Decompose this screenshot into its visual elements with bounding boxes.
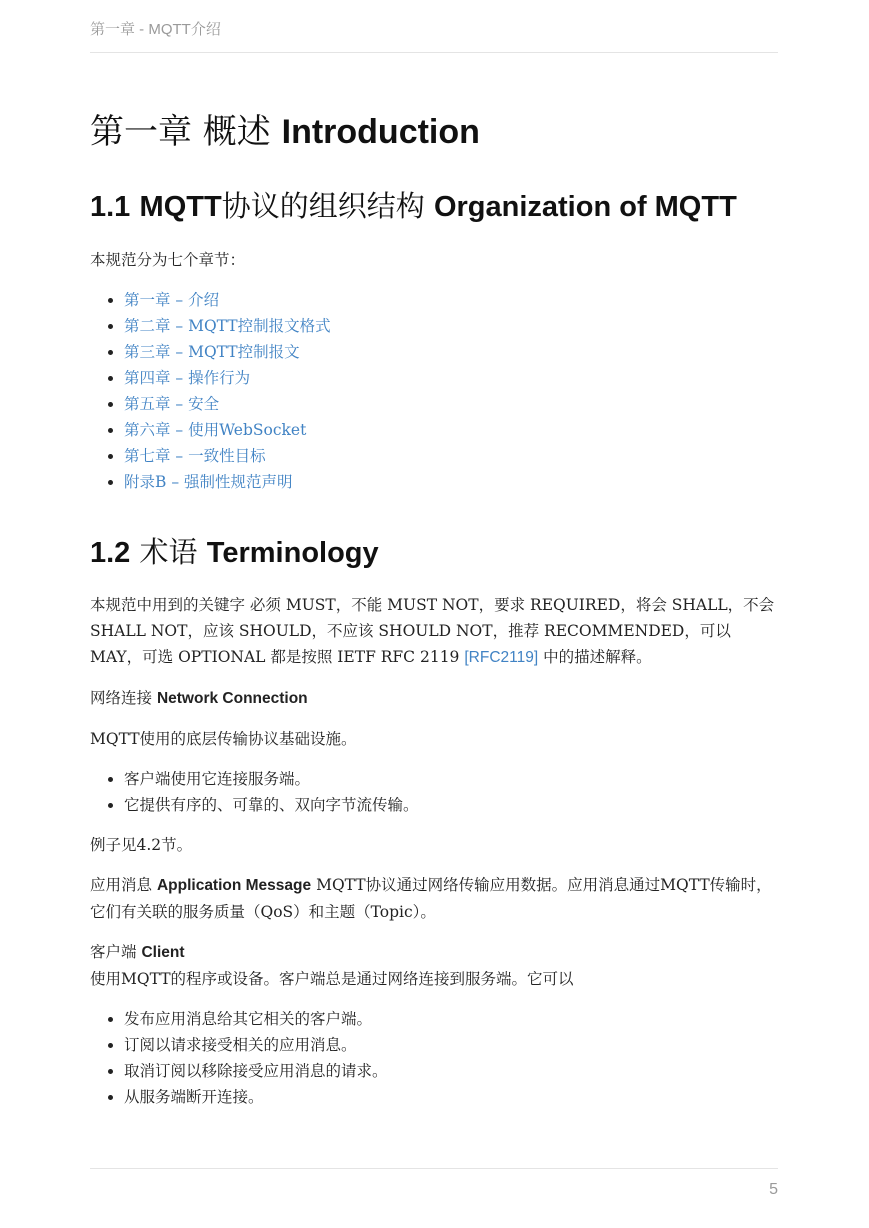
toc-link-chapter-2[interactable]: 第二章 – MQTT控制报文格式 bbox=[124, 316, 331, 335]
list-item: • 取消订阅以移除接受应用消息的请求。 bbox=[124, 1058, 780, 1084]
list-item: • 它提供有序的、可靠的、双向字节流传输。 bbox=[124, 792, 780, 818]
running-header: 第一章 - MQTT介绍 bbox=[90, 18, 778, 53]
toc-link-chapter-4[interactable]: 第四章 – 操作行为 bbox=[124, 368, 251, 387]
term-application-message bbox=[90, 872, 780, 925]
term-label-zh: 应用消息 bbox=[90, 876, 153, 895]
rfc2119-reference-link[interactable]: [RFC2119] bbox=[464, 649, 539, 667]
term-desc: MQTT协议通过网络传输应用数据。应用消息通过MQTT传输时，它们有关联的服务质量（QoS）和主题（Topic）。 bbox=[90, 876, 772, 922]
section-number: 1.2 bbox=[90, 536, 131, 569]
list-item: • 客户端使用它连接服务端。 bbox=[124, 766, 780, 792]
term-client bbox=[90, 939, 780, 992]
list-item: • 从服务端断开连接。 bbox=[124, 1084, 780, 1110]
section-title-mqtt: MQTT bbox=[139, 190, 222, 223]
term-network-connection-desc: MQTT使用的底层传输协议基础设施。 bbox=[90, 730, 357, 749]
chapter-title-en: Introduction bbox=[281, 113, 480, 151]
toc-link-chapter-7[interactable]: 第七章 – 一致性目标 bbox=[124, 446, 266, 465]
list-item: • 发布应用消息给其它相关的客户端。 bbox=[124, 1006, 780, 1032]
term-client-title bbox=[90, 939, 780, 966]
chapter-toc-list bbox=[90, 287, 780, 495]
term-label-en: Application Message bbox=[156, 877, 312, 895]
network-connection-note: 例子见4.2节。 bbox=[90, 836, 193, 855]
chapter-title-zh: 第一章 概述 bbox=[90, 112, 271, 152]
list-item: • 订阅以请求接受相关的应用消息。 bbox=[124, 1032, 780, 1058]
section-number: 1.1 bbox=[90, 190, 131, 223]
toc-link-chapter-1[interactable]: 第一章 – 介绍 bbox=[124, 290, 220, 309]
section-title-en: Terminology bbox=[206, 536, 379, 569]
toc-link-chapter-6[interactable]: 第六章 – 使用WebSocket bbox=[124, 420, 307, 439]
section-1-1-intro: 本规范分为七个章节： bbox=[90, 250, 246, 269]
section-1-1-title bbox=[90, 189, 780, 225]
terminology-keywords-paragraph bbox=[90, 592, 780, 671]
section-title-en: Organization of MQTT bbox=[433, 190, 737, 223]
section-1-2-title bbox=[90, 535, 780, 571]
chapter-title bbox=[90, 112, 780, 153]
toc-item bbox=[124, 469, 780, 495]
section-title-zh: 协议的组织结构 bbox=[221, 188, 425, 223]
keywords-text-end: 中的描述解释。 bbox=[538, 648, 652, 667]
network-connection-list bbox=[90, 766, 780, 818]
term-label-en: Client bbox=[141, 944, 185, 962]
toc-link-chapter-3[interactable]: 第三章 – MQTT控制报文 bbox=[124, 342, 300, 361]
toc-item bbox=[124, 391, 780, 417]
client-capabilities-list bbox=[90, 1006, 780, 1110]
toc-item bbox=[124, 287, 780, 313]
term-network-connection-title bbox=[90, 685, 780, 712]
toc-link-chapter-5[interactable]: 第五章 – 安全 bbox=[124, 394, 220, 413]
toc-item bbox=[124, 313, 780, 339]
keywords-text: 本规范中用到的关键字 必须 MUST，不能 MUST NOT，要求 REQUIRED，将会 SHALL，不会 SHALL NOT，应该 SHOULD，不应该 SHOULD NOT，推荐 RECOMMENDED，可以 MAY，可选 OPTIONAL 都是按照 IETF RFC 2119 bbox=[90, 596, 775, 667]
term-label-en: Network Connection bbox=[156, 690, 308, 708]
toc-item bbox=[124, 339, 780, 365]
toc-link-appendix-b[interactable]: 附录B – 强制性规范声明 bbox=[124, 472, 293, 491]
page-footer bbox=[90, 1168, 778, 1199]
term-label-zh: 网络连接 bbox=[90, 689, 153, 708]
term-client-desc: 使用MQTT的程序或设备。客户端总是通过网络连接到服务端。它可以 bbox=[90, 970, 574, 989]
page-content bbox=[90, 112, 780, 1124]
page-number: 5 bbox=[769, 1181, 778, 1198]
toc-item bbox=[124, 365, 780, 391]
toc-item bbox=[124, 443, 780, 469]
section-title-zh: 术语 bbox=[139, 534, 198, 569]
toc-item bbox=[124, 417, 780, 443]
term-label-zh: 客户端 bbox=[90, 943, 137, 962]
